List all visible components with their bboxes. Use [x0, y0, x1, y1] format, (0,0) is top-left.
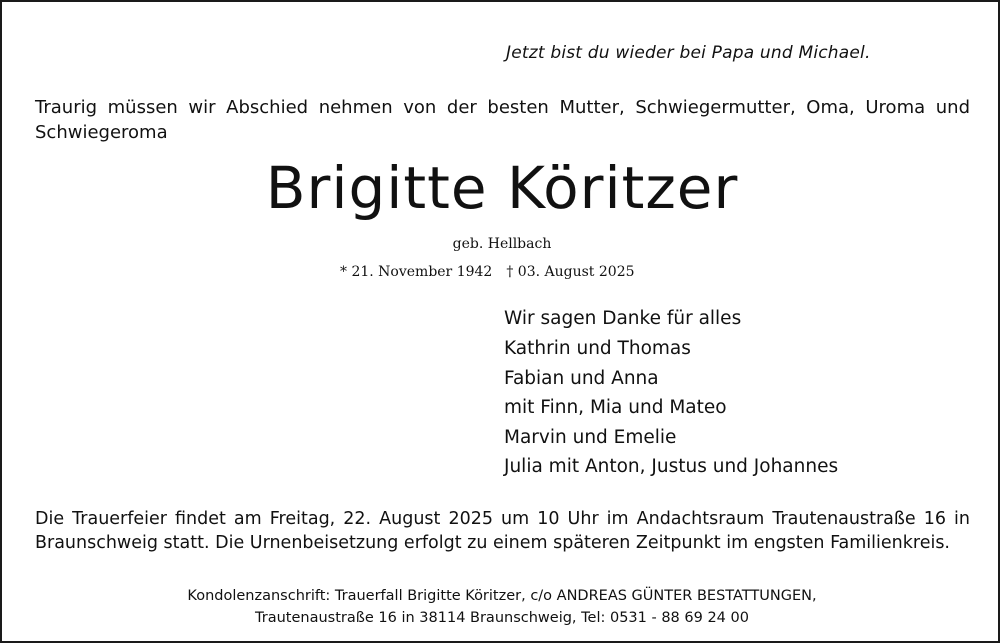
death-date: † 03. August 2025 — [506, 264, 635, 280]
family-list — [504, 334, 838, 482]
family-member: Kathrin und Thomas — [504, 338, 691, 359]
thanks-line: Wir sagen Danke für alles — [504, 308, 742, 329]
contact-line-1: Kondolenzanschrift: Trauerfall Brigitte Köritzer, c/o ANDREAS GÜNTER BESTATTUNGEN, — [187, 588, 817, 604]
family-member: Marvin und Emelie — [504, 426, 677, 448]
family-member: Julia mit Anton, Justus und Johannes — [504, 456, 839, 477]
family-member: Fabian und Anna — [504, 367, 659, 389]
motto: Jetzt bist du wieder bei Papa und Michael. — [506, 43, 871, 63]
family-member: mit Finn, Mia und Mateo — [504, 397, 727, 418]
birth-date: * 21. November 1942 — [340, 264, 493, 280]
deceased-name: Brigitte Köritzer — [265, 154, 739, 222]
intro-text: Traurig müssen wir Abschied nehmen von der besten Mutter, Schwiegermutter, Oma, Uroma und Schwiegeroma — [35, 97, 970, 143]
ceremony-info: Die Trauerfeier findet am Freitag, 22. August 2025 um 10 Uhr im Andachtsraum Trautenaustraße 16 in Braunschweig statt. Die Urnenbeisetzung erfolgt zu einem späteren Zeitpunkt im engsten Familienkreis. — [35, 509, 970, 553]
contact-line-2: Trautenaustraße 16 in 38114 Braunschweig, Tel: 0531 - 88 69 24 00 — [255, 610, 749, 626]
life-dates — [340, 264, 635, 280]
maiden-name: geb. Hellbach — [452, 236, 552, 252]
